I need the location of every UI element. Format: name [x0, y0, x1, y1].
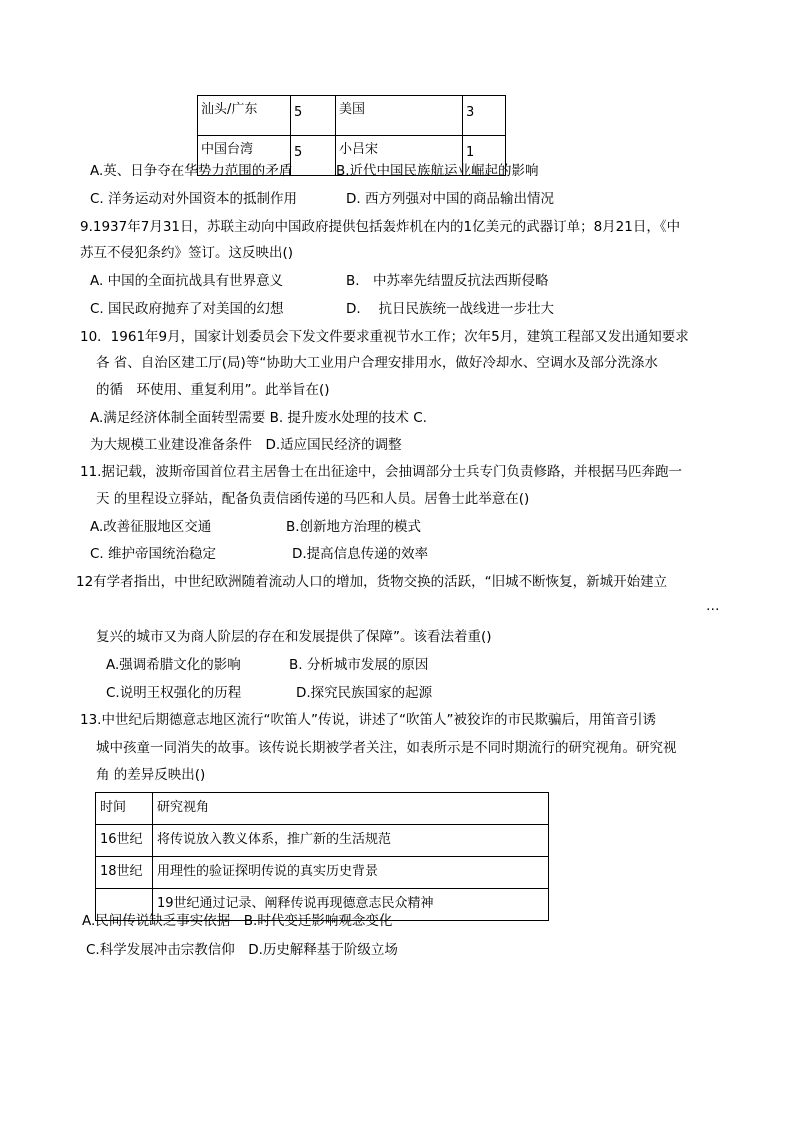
table-cell: 18世纪 — [96, 857, 153, 889]
table-row — [96, 825, 549, 857]
question-stem: 11.据记载，波斯帝国首位君主居鲁士在出征途中，会抽调部分士兵专门负责修路，并根据马匹奔跑一 — [80, 464, 682, 480]
question-stem: 各 省、自治区建工厅(局)等“协助大工业用户合理安排用水，做好冷却水、空调水及部分洗涤水 — [96, 355, 658, 371]
table-cell: 5 — [291, 136, 336, 176]
question-stem: 的循 环使用、重复利用”。此举旨在() — [96, 382, 330, 398]
research-table — [95, 792, 549, 921]
option-d: D. 抗日民族统一战线进一步壮大 — [346, 301, 554, 317]
question-stem: 复兴的城市又为商人阶层的存在和发展提供了保障”。该看法着重() — [96, 629, 492, 645]
option-a: A.强调希腊文化的影响 — [106, 657, 241, 673]
options-line: A.满足经济体制全面转型需要 B. 提升废水处理的技术 C. — [90, 410, 427, 426]
table-cell: 3 — [463, 96, 506, 136]
option-b: B.创新地方治理的模式 — [286, 519, 422, 535]
table-cell: 19世纪通过记录、阐释传说再现德意志民众精神 — [153, 889, 549, 921]
table-row — [198, 96, 506, 136]
question-stem: 角 的差异反映出() — [96, 767, 206, 783]
ellipsis: … — [706, 598, 720, 614]
table-cell: 美国 — [336, 96, 463, 136]
option-b: B.近代中国民族航运业崛起的影响 — [336, 163, 539, 179]
question-stem: 苏互不侵犯条约》签订。这反映出() — [80, 245, 294, 261]
table-row — [96, 857, 549, 889]
options-line: 为大规模工业建设准备条件 D.适应国民经济的调整 — [90, 437, 402, 453]
table-cell: 小吕宋 — [336, 136, 463, 176]
table-row — [96, 793, 549, 825]
table-cell: 1 — [463, 136, 506, 176]
option-a: A. 中国的全面抗战具有世界意义 — [90, 273, 284, 289]
options-line: C.科学发展冲击宗教信仰 D.历史解释基于阶级立场 — [86, 942, 398, 958]
option-a: A.英、日争夺在华势力范围的矛盾 — [90, 163, 293, 179]
table-cell: 用理性的验证探明传说的真实历史背景 — [153, 857, 549, 889]
options-line: A.民间传说缺乏事实依据 B.时代变迁影响观念变化 — [82, 913, 393, 929]
table-header-perspective: 研究视角 — [153, 793, 549, 825]
option-b: B. 中苏率先结盟反抗法西斯侵略 — [346, 273, 549, 289]
table-cell: 中国台湾 — [198, 136, 291, 176]
option-a: A.改善征服地区交通 — [90, 519, 212, 535]
option-c: C.说明王权强化的历程 — [106, 685, 242, 701]
table-header-time: 时间 — [96, 793, 153, 825]
option-c: C. 维护帝国统治稳定 — [90, 546, 217, 562]
option-b: B. 分析城市发展的原因 — [289, 657, 429, 673]
question-stem: 13.中世纪后期德意志地区流行“吹笛人”传说，讲述了“吹笛人”被狡诈的市民欺骗后，用笛音引诱 — [80, 712, 656, 728]
question-stem: 9.1937年7月31日，苏联主动向中国政府提供包括轰炸机在内的1亿美元的武器订单；8月21日，《中 — [80, 219, 681, 235]
table-cell: 汕头/广东 — [198, 96, 291, 136]
option-d: D.探究民族国家的起源 — [296, 685, 433, 701]
question-stem: 12有学者指出，中世纪欧洲随着流动人口的增加，货物交换的活跃，“旧城不断恢复，新城开始建立 — [76, 574, 668, 590]
question-stem: 10．1961年9月，国家计划委员会下发文件要求重视节水工作；次年5月，建筑工程部又发出通知要求 — [80, 329, 689, 345]
table-cell: 16世纪 — [96, 825, 153, 857]
option-d: D. 西方列强对中国的商品输出情况 — [346, 191, 554, 207]
option-c: C. 国民政府抛弃了对美国的幻想 — [90, 301, 284, 317]
option-c: C. 洋务运动对外国资本的抵制作用 — [90, 191, 298, 207]
option-d: D.提高信息传递的效率 — [292, 546, 429, 562]
table-cell: 将传说放入教义体系，推广新的生活规范 — [153, 825, 549, 857]
table-cell: 5 — [291, 96, 336, 136]
question-stem: 城中孩童一同消失的故事。该传说长期被学者关注，如表所示是不同时期流行的研究视角。研究视 — [96, 740, 677, 756]
question-stem: 天 的里程设立驿站，配备负责信函传递的马匹和人员。居鲁士此举意在() — [96, 491, 530, 507]
